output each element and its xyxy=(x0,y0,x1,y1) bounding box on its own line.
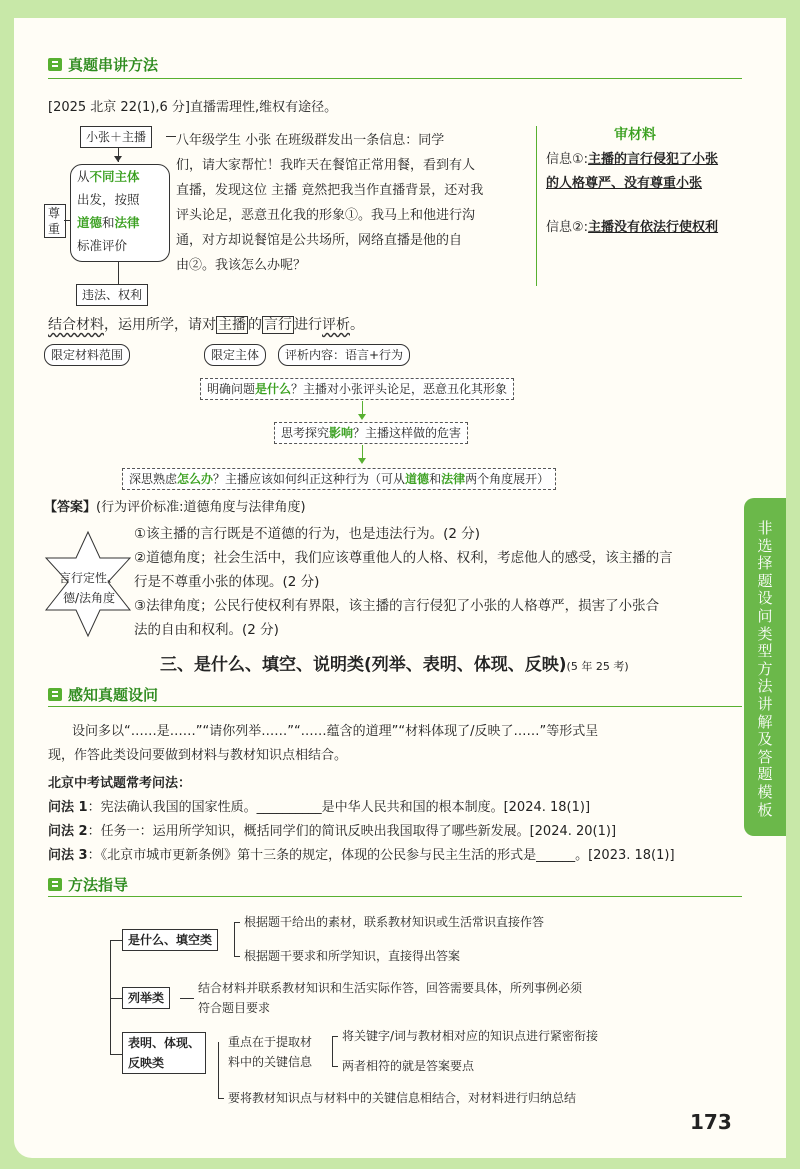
answer-line: 行是不尊重小张的体现。(2 分) xyxy=(134,574,320,590)
tag-student-anchor: 小张＋主播 xyxy=(80,126,152,148)
answer-body xyxy=(134,522,744,642)
question-1: 问法 1：宪法确认我国的国家性质。__________是中华人民共和国的根本制度。[2024. 18(1)] xyxy=(48,800,591,815)
question-2: 问法 2：任务一：运用所学知识，概括同学们的简讯反映出我国取得了哪些新发展。[2024. 20(1)] xyxy=(48,824,617,839)
answer-line: ②道德角度；社会生活中，我们应该尊重他人的人格、权利，考虑他人的感受，该主播的言 xyxy=(134,550,673,566)
chip-scope: 限定材料范围 xyxy=(44,344,130,366)
connector-line xyxy=(110,1054,122,1055)
category-reflect: 表明、体现、 反映类 xyxy=(122,1032,206,1074)
bracket xyxy=(234,922,235,956)
tree-trunk xyxy=(110,940,111,1054)
arrow-down-icon xyxy=(358,458,366,464)
material-line: 八年级学生 小张 在班级群发出一条信息：同学 xyxy=(176,133,445,148)
chip-subject: 限定主体 xyxy=(204,344,266,366)
material-line: 直播，发现这位 主播 竟然把我当作直播背景，还对我 xyxy=(176,183,484,198)
material-line: 评头论足，恶意丑化我的形象①。我马上和他进行沟 xyxy=(176,208,476,223)
connector-line xyxy=(332,1036,338,1037)
tag-respect: 尊重 xyxy=(44,204,66,238)
review-info-2: 信息②:主播没有依法行使权利 xyxy=(546,220,719,235)
review-info-1: 信息①:主播的言行侵犯了小张 的人格尊严、没有尊重小张 xyxy=(546,152,719,191)
cat1-desc-a: 根据题干给出的素材，联系教材知识或生活常识直接作答 xyxy=(244,915,545,929)
answer-header: 【答案】(行为评价标准:道德角度与法律角度) xyxy=(44,500,306,515)
bracket xyxy=(218,1042,219,1098)
common-title: 北京中考试题常考问法： xyxy=(48,776,192,791)
step-impact: 思考探究影响？主播这样做的危害 xyxy=(274,422,468,444)
material-line: 通，对方却说餐馆是公共场所，网络直播是他的自 xyxy=(176,233,463,248)
section-icon xyxy=(48,688,62,701)
question-source: [2025 北京 22(1),6 分]直播需理性,维权有途径。 xyxy=(48,100,338,115)
section-rule xyxy=(48,896,742,897)
connector-line xyxy=(118,262,119,284)
connector-line xyxy=(110,940,122,941)
intro-paragraph: 设问多以“……是……”“请你列举……”“……蕴含的道理”“材料体现了/反映了……”等形式呈 现，作答此类设问要做到材料与教材知识点相结合。 xyxy=(48,724,599,763)
chapter-side-tab[interactable] xyxy=(744,498,786,836)
prompt: 结合材料，运用所学，请对 主播 的 言行 进行评析。 xyxy=(48,317,364,333)
evaluation-box: 从不同主体 出发，按照 道德和法律 标准评价 xyxy=(70,164,170,262)
material-line: 由②。我该怎么办呢？ xyxy=(176,258,307,273)
cat3-bottom: 要将教材知识点与材料中的关键信息相结合，对材料进行归纳总结 xyxy=(228,1091,577,1105)
section-title-method: 真题串讲方法 xyxy=(48,54,158,75)
answer-line: ①该主播的言行既是不道德的行为，也是违法行为。(2 分) xyxy=(134,526,481,542)
side-tab-label: 非选择题设问类型方法讲解及答题模板 xyxy=(757,519,773,819)
section-icon xyxy=(48,58,62,71)
connector-line xyxy=(234,956,240,957)
answer-line: ③法律角度；公民行使权利有界限，该主播的言行侵犯了小张的人格尊严，损害了小张合 xyxy=(134,598,660,614)
material-text xyxy=(176,128,528,278)
star-label: 言行定性、 德/法角度 xyxy=(58,571,119,605)
arrow-down-icon xyxy=(114,156,122,162)
chip-content: 评析内容：语言+行为 xyxy=(278,344,410,366)
step-how: 深思熟虑怎么办？主播应该如何纠正这种行为（可从道德和法律两个角度展开） xyxy=(122,468,556,490)
cat2-desc: 结合材料并联系教材知识和生活实际作答，回答需要具体，所列事例必须 符合题目要求 xyxy=(198,981,583,1015)
connector-line xyxy=(110,998,122,999)
chapter-heading: 三、是什么、填空、说明类(列举、表明、体现、反映)(5 年 25 考) xyxy=(160,655,629,675)
connector-line xyxy=(218,1098,224,1099)
section-title-guide: 方法指导 xyxy=(48,874,128,895)
connector-line xyxy=(180,998,194,999)
connector-line xyxy=(166,136,176,137)
question-3: 问法 3：《北京市城市更新条例》第十三条的规定，体现的公民参与民主生活的形式是______。[2023. 18(1)] xyxy=(48,848,675,863)
section-title-perceive: 感知真题设问 xyxy=(48,684,158,705)
review-divider xyxy=(536,126,537,286)
cat3-right-b: 两者相符的就是答案要点 xyxy=(342,1059,475,1073)
category-what: 是什么、填空类 xyxy=(122,929,218,951)
connector-line xyxy=(332,1066,338,1067)
cat1-desc-b: 根据题干要求和所学知识，直接得出答案 xyxy=(244,949,461,963)
arrow-down-icon xyxy=(358,414,366,420)
section-rule xyxy=(48,706,742,707)
review-title: 审材料 xyxy=(614,127,656,143)
section-rule xyxy=(48,78,742,79)
connector-line xyxy=(234,922,240,923)
answer-line: 法的自由和权利。(2 分) xyxy=(134,622,279,638)
connector-line xyxy=(64,220,70,221)
category-list: 列举类 xyxy=(122,987,170,1009)
bracket xyxy=(332,1036,333,1066)
cat3-right-a: 将关键字/词与教材相对应的知识点进行紧密衔接 xyxy=(342,1029,599,1043)
cat3-mid: 重点在于提取材 料中的关键信息 xyxy=(228,1035,313,1069)
section-icon xyxy=(48,878,62,891)
step-what: 明确问题是什么？主播对小张评头论足，恶意丑化其形象 xyxy=(200,378,514,400)
tag-law-rights: 违法、权利 xyxy=(76,284,148,306)
material-line: 们，请大家帮忙！我昨天在餐馆正常用餐，看到有人 xyxy=(176,158,476,173)
page-number: 173 xyxy=(690,1110,732,1134)
